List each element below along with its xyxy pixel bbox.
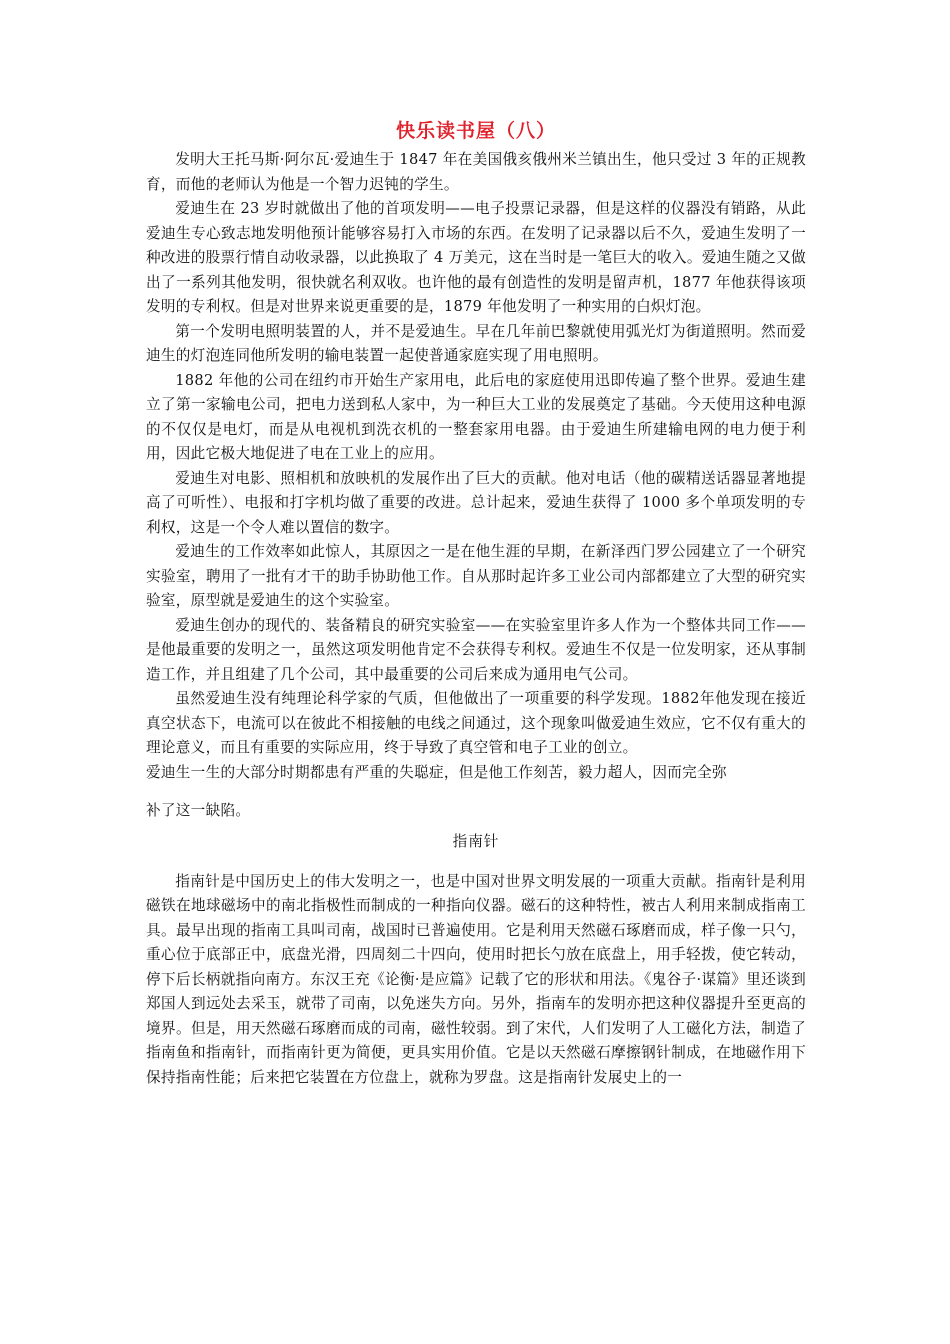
- paragraph: 爱迪生在 23 岁时就做出了他的首项发明——电子投票记录器，但是这样的仪器没有销路，从此爱迪生专心致志地发明他预计能够容易打入市场的东西。在发明了记录器以后不久，爱迪生发明了一种改进的股票行情自动收录器，以此换取了 4 万美元，这在当时是一笔巨大的收入。爱迪生随之又做出了一系列其他发明，很快就名利双收。也许他的最有创造性的发明是留声机，1877 年他获得该项发明的专利权。但是对世界来说更重要的是，1879 年他发明了一种实用的白炽灯泡。: [146, 200, 806, 315]
- document-title: 快乐读书屋（八）: [395, 120, 556, 142]
- paragraph: 第一个发明电照明装置的人，并不是爱迪生。早在几年前巴黎就使用弧光灯为街道照明。然而爱迪生的灯泡连同他所发明的输电装置一起使普通家庭实现了用电照明。: [146, 322, 806, 364]
- paragraph: 爱迪生的工作效率如此惊人，其原因之一是在他生涯的早期，在新泽西门罗公园建立了一个研究实验室，聘用了一批有才干的助手协助他工作。自从那时起许多工业公司内部都建立了大型的研究实验室，原型就是爱迪生的这个实验室。: [146, 543, 806, 609]
- edison-section: [146, 148, 806, 824]
- paragraph: 虽然爱迪生没有纯理论科学家的气质，但他做出了一项重要的科学发现。1882年他发现在接近真空状态下，电流可以在彼此不相接触的电线之间通过，这个现象叫做爱迪生效应，它不仅有重大的理论意义，而且有重要的实际应用，终于导致了真空管和电子工业的创立。: [146, 690, 806, 756]
- paragraph: 1882 年他的公司在纽约市开始生产家用电，此后电的家庭使用迅即传遍了整个世界。爱迪生建立了第一家输电公司，把电力送到私人家中，为一种巨大工业的发展奠定了基础。今天使用这种电源的不仅仅是电灯，而是从电视机到洗衣机的一整套家用电器。由于爱迪生所建输电网的电力便于利用，因此它极大地促进了电在工业上的应用。: [146, 371, 806, 462]
- paragraph: 指南针是中国历史上的伟大发明之一，也是中国对世界文明发展的一项重大贡献。指南针是利用磁铁在地球磁场中的南北指极性而制成的一种指向仪器。磁石的这种特性，被古人利用来制成指南工具。最早出现的指南工具叫司南，战国时已普遍使用。它是利用天然磁石琢磨而成，样子像一只勺，重心位于底部正中，底盘光滑，四周刻二十四向，使用时把长勺放在底盘上，用手轻拨，使它转动，停下后长柄就指向南方。东汉王充《论衡·是应篇》记载了它的形状和用法。《鬼谷子·谋篇》里还谈到郑国人到远处去采玉，就带了司南，以免迷失方向。另外，指南车的发明亦把这种仪器提升至更高的境界。但是，用天然磁石琢磨而成的司南，磁性较弱。到了宋代，人们发明了人工磁化方法，制造了指南鱼和指南针，而指南针更为简便，更具实用价值。它是以天然磁石摩擦钢针制成，在地磁作用下保持指南性能；后来把它装置在方位盘上，就称为罗盘。这是指南针发展史上的一: [146, 872, 807, 1086]
- closing-line-continued: 补了这一缺陷。: [146, 802, 251, 819]
- paragraph: 发明大王托马斯·阿尔瓦·爱迪生于 1847 年在美国俄亥俄州米兰镇出生，他只受过 3 年的正规教育，而他的老师认为他是一个智力迟钝的学生。: [146, 151, 806, 193]
- compass-section: [146, 870, 806, 1091]
- paragraph: 爱迪生对电影、照相机和放映机的发展作出了巨大的贡献。他对电话（他的碳精送话器显著地提高了可听性）、电报和打字机均做了重要的改进。总计起来，爱迪生获得了 1000 多个单项发明的专利权，这是一个令人难以置信的数字。: [146, 469, 806, 536]
- closing-line: 爱迪生一生的大部分时期都患有严重的失聪症，但是他工作刻苦，毅力超人，因而完全弥: [146, 763, 727, 781]
- section-title-compass: 指南针: [452, 832, 500, 850]
- document-page: [146, 118, 806, 1090]
- paragraph: 爱迪生创办的现代的、装备精良的研究实验室——在实验室里许多人作为一个整体共同工作——是他最重要的发明之一，虽然这项发明他肯定不会获得专利权。爱迪生不仅是一位发明家，还从事制造工作，并且组建了几个公司，其中最重要的公司后来成为通用电气公司。: [146, 616, 806, 683]
